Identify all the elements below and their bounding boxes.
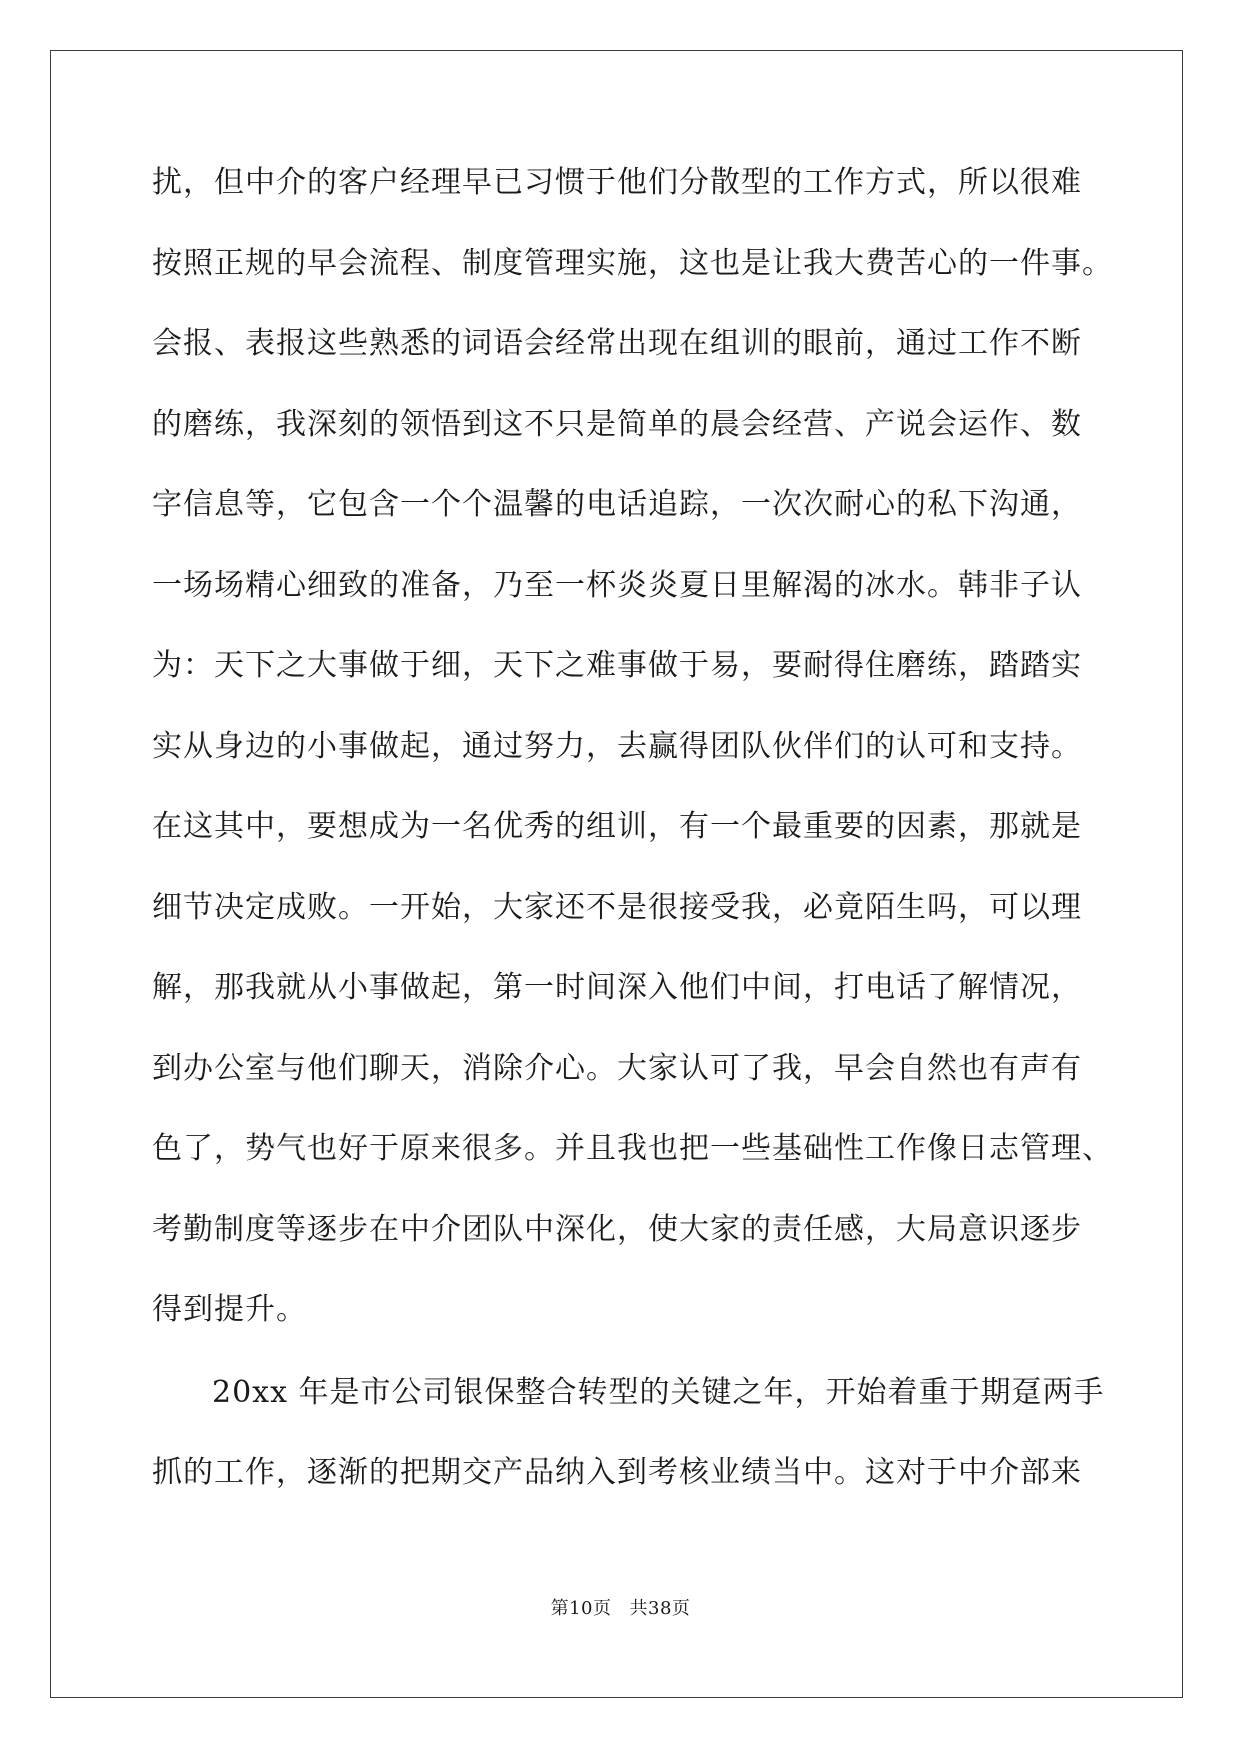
page-number: 第10页 [550, 1598, 612, 1619]
text-line: 得到提升。 [152, 1292, 307, 1327]
text-line: 色了，势气也好于原来很多。并且我也把一些基础性工作像日志管理、 [152, 1131, 1113, 1166]
text-line: 的磨练，我深刻的领悟到这不只是简单的晨会经营、产说会运作、数 [152, 406, 1082, 442]
text-line: 考勤制度等逐步在中介团队中深化，使大家的责任感，大局意识逐步 [152, 1211, 1082, 1247]
text-line: 抓的工作，逐渐的把期交产品纳入到考核业绩当中。这对于中介部来 [152, 1455, 1082, 1490]
text-line: 细节决定成败。一开始，大家还不是很接受我，必竟陌生吗，可以理 [152, 889, 1082, 925]
page-footer [0, 1594, 1241, 1620]
page-total: 共38页 [629, 1598, 691, 1619]
paragraph-first-line: 20xx 年是市公司银保整合转型的关键之年，开始着重于期趸两手 [212, 1374, 1105, 1410]
text-line: 在这其中，要想成为一名优秀的组训，有一个最重要的因素，那就是 [152, 809, 1082, 844]
text-line: 会报、表报这些熟悉的词语会经常出现在组训的眼前，通过工作不断 [152, 326, 1082, 361]
text-line: 实从身边的小事做起，通过努力，去赢得团队伙伴们的认可和支持。 [152, 728, 1082, 764]
text-line: 为：天下之大事做于细，天下之难事做于易，要耐得住磨练，踏踏实 [152, 648, 1082, 683]
text-line: 解，那我就从小事做起，第一时间深入他们中间，打电话了解情况， [152, 970, 1082, 1005]
text-line: 一场场精心细致的准备，乃至一杯炎炎夏日里解渴的冰水。韩非子认 [152, 567, 1082, 603]
body-text [152, 165, 1113, 1539]
text-line: 到办公室与他们聊天，消除介心。大家认可了我，早会自然也有声有 [152, 1050, 1082, 1086]
text-line: 扰，但中介的客户经理早已习惯于他们分散型的工作方式，所以很难 [152, 165, 1082, 200]
text-line: 字信息等，它包含一个个温馨的电话追踪，一次次耐心的私下沟通， [152, 487, 1082, 522]
text-line: 按照正规的早会流程、制度管理实施，这也是让我大费苦心的一件事。 [152, 245, 1113, 281]
